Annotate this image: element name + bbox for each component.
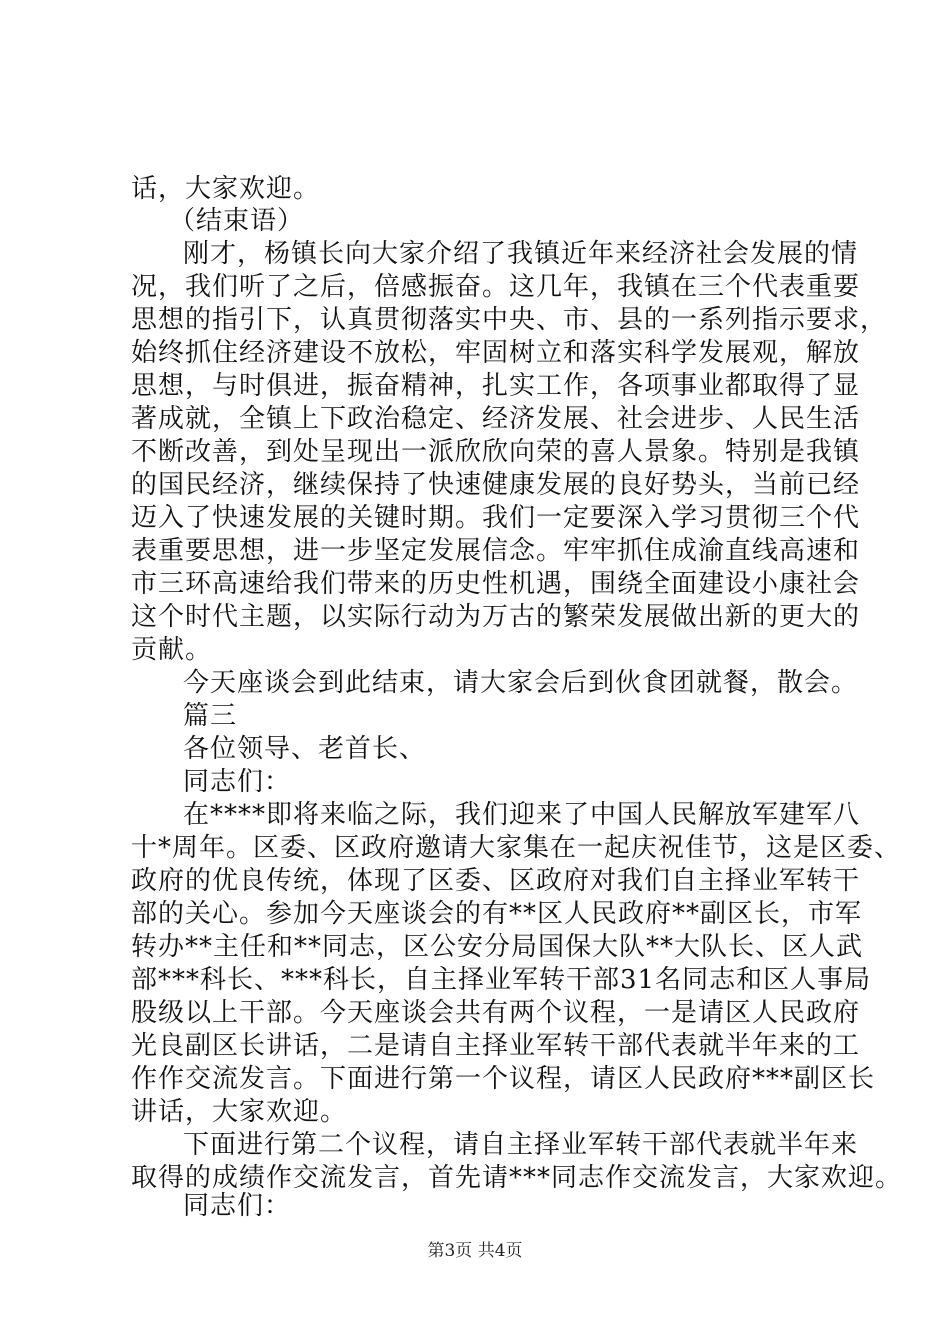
- page-footer: 第3页 共4页: [427, 1241, 523, 1261]
- salutation: 同志们：: [183, 1191, 292, 1221]
- text-line: 取得的成绩作交流发言，首先请***同志作交流发言，大家欢迎。: [131, 1163, 903, 1193]
- text-line: 下面进行第二个议程，请自主择业军转干部代表就半年来: [183, 1130, 859, 1160]
- text-line: 不断改善，到处呈现出一派欣欣向荣的喜人景象。特别是我镇: [131, 437, 861, 467]
- text-line: 话，大家欢迎。: [131, 174, 321, 204]
- text-line: 的国民经济，继续保持了快速健康发展的良好势头，当前已经: [131, 470, 861, 500]
- text-line: 政府的优良传统，体现了区委、区政府对我们自主择业军转干: [131, 866, 861, 896]
- text-line: 部***科长、***科长，自主择业军转干部31名同志和区人事局: [131, 965, 872, 995]
- text-line: 讲话，大家欢迎。: [131, 1097, 348, 1127]
- text-line: 部的关心。参加今天座谈会的有**区人民政府**副区长，市军: [131, 899, 863, 929]
- text-line: 迈入了快速发展的关键时期。我们一定要深入学习贯彻三个代: [131, 503, 861, 533]
- text-line: 市三环高速给我们带来的历史性机遇，围绕全面建设小康社会: [131, 569, 861, 599]
- salutation: 各位领导、老首长、: [183, 734, 427, 764]
- text-line: 在****即将来临之际，我们迎来了中国人民解放军建军八: [183, 800, 861, 830]
- text-line: 始终抓住经济建设不放松，牢固树立和落实科学发展观，解放: [131, 338, 861, 368]
- text-line: 股级以上干部。今天座谈会共有两个议程，一是请区人民政府: [131, 998, 861, 1028]
- text-line: 刚才，杨镇长向大家介绍了我镇近年来经济社会发展的情: [183, 239, 859, 269]
- text-line: 况，我们听了之后，倍感振奋。这几年，我镇在三个代表重要: [131, 272, 861, 302]
- text-line: 转办**主任和**同志，区公安分局国保大队**大队长、区人武: [131, 932, 864, 962]
- section-heading: 篇三: [183, 701, 238, 731]
- text-line: 这个时代主题，以实际行动为万古的繁荣发展做出新的更大的: [131, 602, 861, 632]
- text-line: 光良副区长讲话，二是请自主择业军转干部代表就半年来的工: [131, 1031, 861, 1061]
- text-line: 十*周年。区委、区政府邀请大家集在一起庆祝佳节，这是区委、: [131, 833, 902, 863]
- text-line: 著成就，全镇上下政治稳定、经济发展、社会进步、人民生活: [131, 404, 861, 434]
- text-line: 思想的指引下，认真贯彻落实中央、市、县的一系列指示要求，: [131, 305, 888, 335]
- text-line: 思想，与时俱进，振奋精神，扎实工作，各项事业都取得了显: [131, 371, 861, 401]
- text-line: 贡献。: [131, 635, 213, 665]
- text-line: 表重要思想，进一步坚定发展信念。牢牢抓住成渝直线高速和: [131, 536, 861, 566]
- salutation: 同志们：: [183, 767, 292, 797]
- text-line: 今天座谈会到此结束，请大家会后到伙食团就餐，散会。: [183, 668, 859, 698]
- text-line: （结束语）: [169, 206, 305, 236]
- text-line: 作作交流发言。下面进行第一个议程，请区人民政府***副区长: [131, 1064, 876, 1094]
